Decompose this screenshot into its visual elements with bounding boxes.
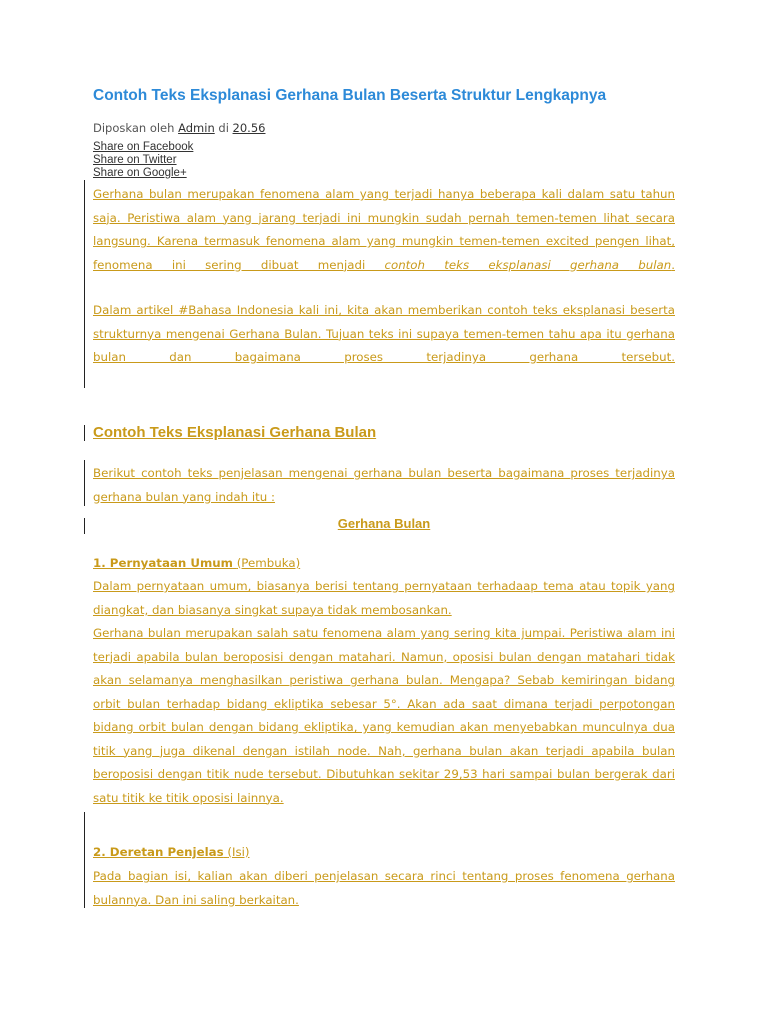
author-link[interactable]: Admin: [178, 121, 215, 135]
intro-end: .: [671, 257, 675, 272]
quote-bar: [84, 180, 85, 388]
part2-heading[interactable]: [93, 845, 250, 859]
part2-label: 2. Deretan Penjelas: [93, 845, 224, 859]
subtitle-bar: [84, 518, 85, 534]
post-title: Contoh Teks Eksplanasi Gerhana Bulan Beserta Struktur Lengkapnya: [93, 87, 607, 104]
posted-by-label: Diposkan oleh: [93, 121, 175, 135]
share-twitter-link[interactable]: Share on Twitter: [93, 154, 177, 166]
share-google-link[interactable]: Share on Google+: [93, 167, 187, 179]
part1-heading[interactable]: [93, 556, 300, 570]
intro-paragraph-2[interactable]: Dalam artikel #Bahasa Indonesia kali ini, kita akan memberikan contoh teks eksplanasi beserta strukturnya mengenai Gerhana Bulan. Tujuan teks ini supaya temen-temen tahu apa itu gerhana bulan dan bagaimana proses terjadinya gerhana tersebut.: [93, 303, 675, 364]
intro-italic-link[interactable]: contoh teks eksplanasi gerhana bulan: [384, 257, 672, 272]
section-lead[interactable]: Berikut contoh teks penjelasan mengenai gerhana bulan beserta bagaimana proses terjadinya gerhana bulan yang indah itu :: [93, 466, 675, 504]
part2-note: (Isi): [227, 845, 250, 859]
share-facebook-link[interactable]: Share on Facebook: [93, 141, 194, 153]
intro-text: Gerhana bulan merupakan fenomena alam yang terjadi hanya beberapa kali dalam satu tahun saja. Peristiwa alam yang jarang terjadi ini mungkin sudah pernah temen-temen lihat secara langsung. Karena termasuk fenomena alam yang mungkin temen-temen excited pengen lihat, fenomena ini sering dibuat menjadi: [93, 187, 675, 272]
part2-description[interactable]: Pada bagian isi, kalian akan diberi penjelasan secara rinci tentang proses fenomena gerhana bulannya. Dan ini saling berkaitan.: [93, 869, 675, 907]
intro-paragraph-1[interactable]: [93, 183, 675, 277]
part2-bar: [84, 812, 85, 908]
section-subtitle[interactable]: Gerhana Bulan: [337, 516, 431, 531]
post-meta: [93, 121, 265, 135]
part1-note: (Pembuka): [236, 556, 301, 570]
lead-bar: [84, 460, 85, 506]
part1-description[interactable]: Dalam pernyataan umum, biasanya berisi tentang pernyataan terhadaap tema atau topik yang diangkat, dan biasanya singkat supaya tidak membosankan.: [93, 579, 675, 617]
heading-bar: [84, 425, 85, 441]
part1-label: 1. Pernyataan Umum: [93, 556, 233, 570]
part1-body[interactable]: Gerhana bulan merupakan salah satu fenomena alam yang sering kita jumpai. Peristiwa alam ini terjadi apabila bulan beroposisi dengan matahari. Namun, oposisi bulan dengan matahari tidak akan selamanya menghasilkan peristiwa gerhana bulan. Mengapa? Sebab kemiringan bidang orbit bulan terhadap bidang ekliptika sebesar 5°. Akan ada saat dimana terjadi perpotongan bidang orbit bulan dengan bidang ekliptika, yang kemudian akan menyebabkan munculnya dua titik yang juga dikenal dengan istilah node. Nah, gerhana bulan akan terjadi apabila bulan beroposisi dengan titik nude tersebut. Dibutuhkan sekitar 29,53 hari sampai bulan bergerak dari satu titik ke titik oposisi lainnya.: [93, 626, 675, 805]
section-heading[interactable]: Contoh Teks Eksplanasi Gerhana Bulan: [93, 424, 377, 441]
at-label: di: [218, 121, 229, 135]
time-link[interactable]: 20.56: [232, 121, 266, 135]
